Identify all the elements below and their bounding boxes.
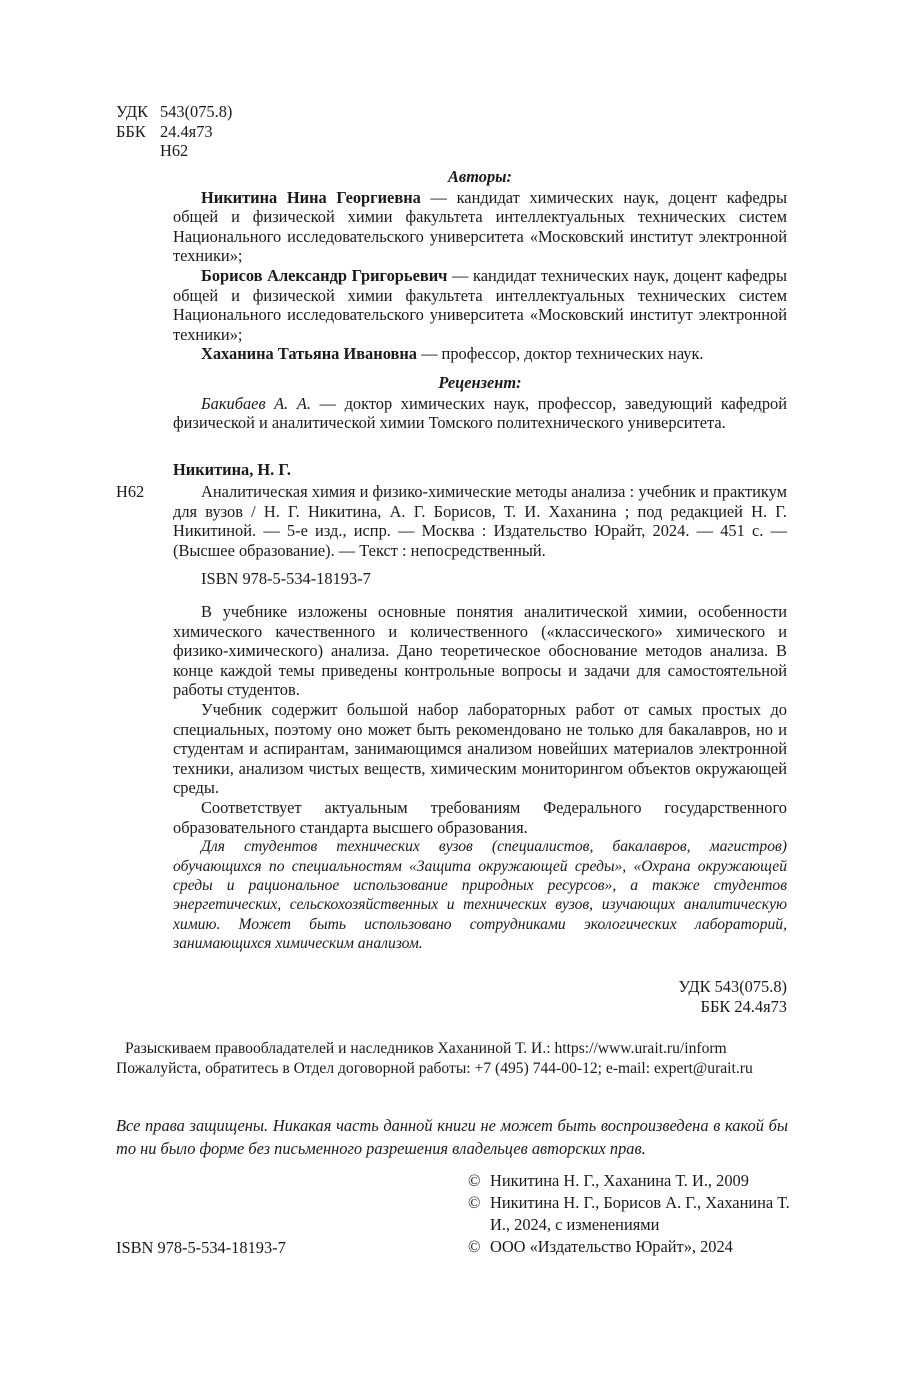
bibliography-record: Аналитическая химия и физико-химические методы анализа : учебник и практикум для вузов / Н. Г. Никитина, А. Г. Борисов, Т. И. Хаханина ; под редакцией Н. Г. Никитиной. — 5-е изд., испр. — Москва : Издательство Юрайт, 2024. — 451 с. — (Высшее образование). — Текст : непосредственный. [173,482,787,560]
author-description: — кандидат химических наук, доцент кафедры общей и физической химии факультета интеллектуальных технических систем Национального исследовательского университета «Московский институт электронной техники»; [173,187,787,266]
reviewer-entry [173,394,787,433]
author-description: — профессор, доктор технических наук. [416,344,704,364]
reviewer-section [173,373,787,433]
footer-isbn: ISBN 978-5-534-18193-7 [116,1238,286,1257]
notice-line-2: Пожалуйста, обратитесь в Отдел договорной работы: +7 (495) 744-00-12; e-mail: expert@urait.ru [116,1059,753,1077]
annotation-paragraph: Соответствует актуальным требованиям Федерального государственного образовательного стандарта высшего образования. [173,797,787,837]
copyright-text: Никитина Н. Г., Борисов А. Г., Хаханина Т. И., 2024, с изменениями [490,1193,790,1234]
udk-value: 543(075.8) [160,102,233,121]
annotation-paragraph: В учебнике изложены основные понятия аналитической химии, особенности химического качественного и количественного («классического» химического и физико-химического) анализа. Дано теоретическое обоснование методов анализа. В конце каждой темы приведены контрольные вопросы и задачи для самостоятельной работы студентов. [173,602,787,700]
copyright-row [468,1236,798,1258]
udk-line [116,102,316,122]
bbk-right: ББК 24.4я73 [700,996,787,1016]
authors-heading: Авторы: [447,167,512,186]
author-name: Борисов Александр Григорьевич [201,265,448,285]
bbk-line [116,122,316,142]
author-name: Хаханина Татьяна Ивановна [201,344,417,364]
annotation-audience: Для студентов технических вузов (специалистов, бакалавров, магистров) обучающихся по специальностям «Защита окружающей среды», «Охрана окружающей среды и рациональное использование природных ресурсов», а также студентов энергетических, сельскохозяйственных и технических вузов, изучающих аналитическую химию. Может быть использовано сотрудниками экологических лабораторий, занимающихся химическим анализом. [173,838,787,953]
copyright-block [468,1170,798,1258]
bibliography-mark: Н62 [116,482,145,501]
author-description: — кандидат технических наук, доцент кафедры общей и физической химии факультета интеллектуальных технических систем Национального исследовательского университета «Московский институт электронной техники»; [173,265,787,344]
copyright-row [468,1170,798,1192]
author-mark: Н62 [160,141,189,161]
notice-line-1: Разыскиваем правообладателей и наследников Хаханиной Т. И.: https://www.urait.ru/inform [125,1040,727,1057]
author-entry [173,266,787,344]
copyright-symbol: © [468,1171,481,1190]
udk-label: УДК [116,102,149,121]
bbk-label: ББК [116,121,146,141]
notice-block [116,1039,788,1078]
reviewer-heading: Рецензент: [438,373,522,392]
rights-statement: Все права защищены. Никакая часть данной книги не может быть воспроизведена в какой бы то ни было форме без письменного разрешения владельцев авторских прав. [116,1116,788,1158]
bibliography-isbn: ISBN 978-5-534-18193-7 [201,569,371,588]
classification-right [678,977,787,1016]
reviewer-description: — доктор химических наук, профессор, заведующий кафедрой физической и аналитической химии Томского политехнического университета. [173,393,787,433]
copyright-text: Никитина Н. Г., Хаханина Т. И., 2009 [490,1171,749,1190]
copyright-symbol: © [468,1237,481,1256]
copyright-row [468,1192,790,1236]
annotation-paragraph: Учебник содержит большой набор лабораторных работ от самых простых до специальных, поэтому оно может быть рекомендовано не только для бакалавров, но и студентам и аспирантам, занимающимся анализом новейших материалов электронной техники, анализом чистых веществ, химическим мониторингом объектов окружающей среды. [173,699,787,798]
classification-block [116,102,316,161]
author-entry [173,188,787,266]
authors-section [173,167,787,364]
udk-right: УДК 543(075.8) [678,977,787,996]
copyright-symbol: © [468,1193,481,1212]
author-entry [173,344,787,364]
bbk-value: 24.4я73 [160,121,213,141]
author-name: Никитина Нина Георгиевна [201,187,421,207]
bibliography-main-author: Никитина, Н. Г. [173,460,292,479]
annotation-section [173,602,787,954]
copyright-text: ООО «Издательство Юрайт», 2024 [490,1237,733,1256]
reviewer-name: Бакибаев А. А. [201,393,311,413]
